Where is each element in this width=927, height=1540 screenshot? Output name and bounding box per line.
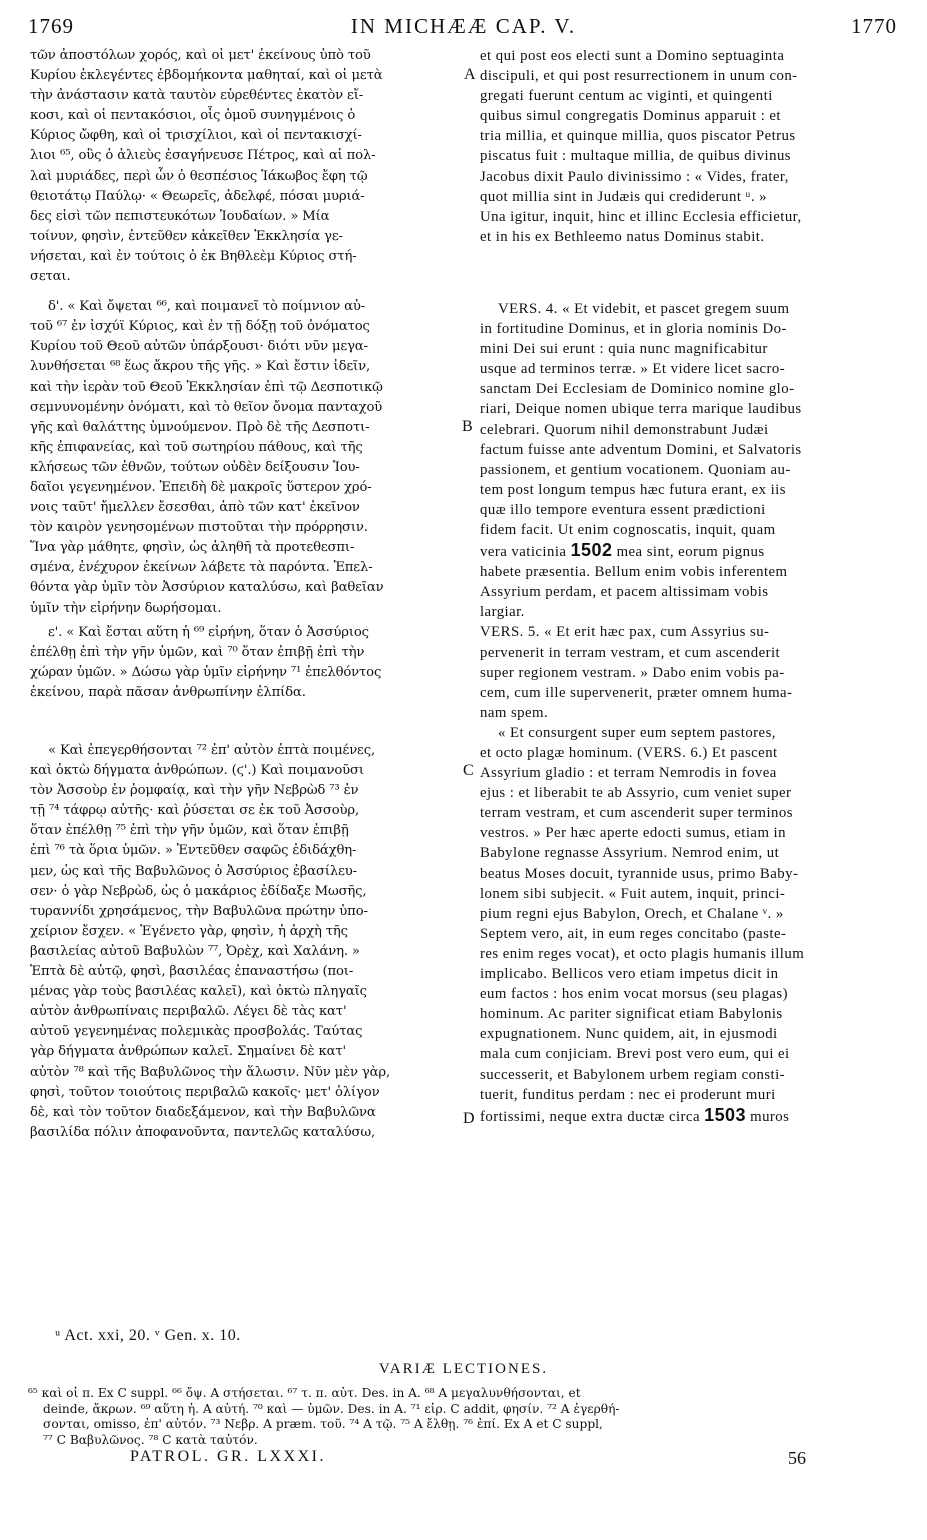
text-line: gregati fuerunt centum ac viginti, et quingenti: [480, 88, 773, 105]
text-line: tria millia, et quinque millia, quos piscator Petrus: [480, 128, 796, 145]
text-line: largiar.: [480, 604, 525, 621]
text-line: κῆς ἐπιφανείας, καὶ τοῦ σωτηρίου πάθους, καὶ τῆς: [30, 439, 363, 455]
text-line: τοῦ ⁶⁷ ἐν ἰσχύϊ Κύριος, καὶ ἐν τῇ δόξῃ τοῦ ὀνόματος: [30, 319, 370, 335]
greek-column: [30, 46, 458, 1143]
greek-paragraph-3: [30, 623, 458, 703]
text-line: Κυρίου τοῦ Θεοῦ αὐτῶν ὑπάρξουσι· διότι νῦν μεγα-: [30, 339, 368, 355]
text-line: κλήσεως τῶν ἐθνῶν, τούτων οὐδὲν δείξουσιν Ἰου-: [30, 459, 360, 475]
text-line: ejus : et liberabit te ab Assyrio, cum veniet super: [480, 785, 792, 802]
text-line: pium regni ejus Babylon, Orech, et Chalane ᵛ. »: [480, 905, 784, 922]
text-line: pervenerit in terram vestram, et cum ascenderit: [480, 644, 781, 661]
margin-letter-d: D: [463, 1110, 475, 1127]
text-line: sanctam Dei Ecclesiam de Dominico nomine glo-: [480, 381, 795, 398]
text-line: tuerit, funditus perdam : nec ei proderunt muri: [480, 1086, 776, 1103]
text-line: factum fuisse ante adventum Domini, et Salvatoris: [480, 441, 802, 458]
text-line: implicabo. Bellicos vero etiam impetus dicit in: [480, 966, 779, 983]
text-line: σεν· ὁ γὰρ Νεβρὼδ, ὡς ὁ μακάριος ἐδίδαξε Μωσῆς,: [30, 883, 367, 899]
text-line: quæ illo tempore eventura essent prædictioni: [480, 501, 766, 518]
text-line: usque ad terminos terræ. » Et videre licet sacro-: [480, 361, 786, 378]
text-line: ὅταν ἐπέλθῃ ⁷⁵ ἐπὶ τὴν γῆν ὑμῶν, καὶ ὅταν ἐπιβῇ: [30, 823, 349, 839]
text-line: χείριον ἔσχεν. « Ἐγένετο γὰρ, φησὶν, ἡ ἀρχὴ τῆς: [30, 923, 348, 939]
text-line: « Et consurgent super eum septem pastores,: [498, 724, 776, 741]
latin-line-last: fortissimi, neque extra ductæ circa 1503 muros: [480, 1104, 790, 1125]
text-line: λαὶ μυριάδες, περὶ ὧν ὁ θεσπέσιος Ἰάκωβος ἔφη τῷ: [30, 168, 368, 184]
text-line: celebrari. Quorum nihil demonstrabunt Judæi: [480, 421, 769, 438]
text-line: σεται.: [30, 269, 71, 285]
latin-line-vaticinia: vera vaticinia 1502 mea sint, eorum pignus: [480, 540, 765, 561]
text-line: Septem vero, ait, in eum reges concitabo (paste-: [480, 925, 787, 942]
text-line: τὸν καιρὸν γενησομένων πιστοῦται τὴν πρόρρησιν.: [30, 520, 368, 536]
text-line: VERS. 5. « Et erit hæc pax, cum Assyrius su-: [480, 624, 770, 641]
text-line: Κυρίου ἐκλεγέντες ἑβδομήκοντα μαθηταί, καὶ οἱ μετὰ: [30, 68, 383, 84]
text-line: cem, cum ille supervenerit, præter omnem huma-: [480, 684, 793, 701]
text-line: Ἑπτὰ δὲ αὐτῷ, φησὶ, βασιλέας ἐπαναστήσω (ποι-: [30, 964, 354, 980]
text-line: eum factos : hos enim vocat morsus (seu plagas): [480, 986, 788, 1003]
margin-letter-b: B: [462, 418, 473, 435]
text-line: τοίνυν, φησὶν, ἐντεῦθεν κἀκεῖθεν Ἐκκλησία γε-: [30, 228, 343, 244]
margin-letter-c: C: [463, 762, 474, 779]
text-line: μένας γὰρ τοὺς βασιλέας καλεῖ), καὶ ὀκτὼ πληγαῖς: [30, 984, 367, 1000]
text-line: vestros. » Per hæc aperte edocti sumus, etiam in: [480, 825, 786, 842]
text-line: mala cum conjiciam. Brevi post vero eum, qui ei: [480, 1046, 790, 1063]
running-title: IN MICHÆÆ CAP. V.: [350, 14, 577, 38]
text-line: ἐπὶ ⁷⁶ τὰ ὅρια ὑμῶν. » Ἐντεῦθεν σαφῶς ἐδιδάχθη-: [30, 843, 357, 859]
latin-column: [480, 46, 898, 1127]
text-line: θειοτάτῳ Παύλῳ· « Θεωρεῖς, ἀδελφέ, πόσαι μυριά-: [30, 188, 365, 204]
latin-paragraph-4: [480, 723, 898, 1105]
variae-lectiones-title: VARIÆ LECTIONES.: [378, 1361, 549, 1377]
text-line: ε'. « Καὶ ἔσται αὕτη ἡ ⁶⁹ εἰρήνη, ὅταν ὁ Ἀσσύριος: [48, 624, 369, 640]
page-column-number-left: 1769: [28, 14, 74, 38]
text-line: ⁷⁷ C Βαβυλῶνος. ⁷⁸ C κατὰ ταὐτόν.: [43, 1432, 258, 1447]
text-line: δὲ, καὶ τὸν τοῦτον διαδεξάμενον, καὶ τὴν Βαβυλῶνα: [30, 1104, 376, 1120]
text-line: habete præsentia. Bellum enim vobis inferentem: [480, 564, 788, 581]
text-line: ἐπέλθῃ ἐπὶ τὴν γῆν ὑμῶν, καὶ ⁷⁰ ὅταν ἐπιβῇ ἐπὶ τὴν: [30, 644, 365, 660]
text-line: σονται, omisso, ἐπ' αὐτόν. ⁷³ Νεβρ. A præm. τοῦ. ⁷⁴ A τῷ. ⁷⁵ A ἔλθῃ. ⁷⁶ ἐπί. Ex A et C suppl,: [43, 1417, 603, 1431]
text-line: καὶ τὴν ἱερὰν τοῦ Θεοῦ Ἐκκλησίαν ἐπὶ τῷ Δεσποτικῷ: [30, 379, 383, 395]
text-line: tem post longum tempus hæc futura erant, ex iis: [480, 481, 786, 498]
text-line: fidem facit. Ut enim cognoscatis, inquit, quam: [480, 521, 776, 538]
text-line: ἐκείνου, παρὰ πᾶσαν ἀνθρωπίνην ἐλπίδα.: [30, 684, 306, 700]
text-line: « Καὶ ἐπεγερθήσονται ⁷² ἐπ' αὐτὸν ἑπτὰ ποιμένες,: [48, 743, 376, 758]
variae-lectiones: [28, 1386, 898, 1448]
text-line: nam spem.: [480, 704, 549, 721]
text-line: Assyrium gladio : et terram Nemrodis in fovea: [480, 765, 777, 782]
text-line: νήσεται, καὶ ἐν τούτοις ὁ ἐκ Βηθλεὲμ Κύριος στή-: [30, 248, 357, 264]
text-line: βασιλίδα πόλιν ἀποφανοῦντα, παντελῶς καταλύσω,: [30, 1124, 376, 1140]
text-line: βασιλείας αὐτοῦ Βαβυλὼν ⁷⁷, Ὀρὲχ, καὶ Χαλάνη. »: [30, 943, 360, 959]
text-line: αὐτοῦ γεγενημένας πολεμικὰς προσβολάς. Ταύτας: [30, 1024, 363, 1040]
text-line: τὸν Ἀσσοὺρ ἐν ῥομφαίᾳ, καὶ τὴν γῆν Νεβρὼδ ⁷³ ἐν: [30, 783, 359, 799]
text-line: ⁶⁵ καὶ οἱ π. Ex C suppl. ⁶⁶ ὄψ. A στήσεται. ⁶⁷ τ. π. αὐτ. Des. in A. ⁶⁸ A μεγαλυνθήσονται, et: [28, 1386, 581, 1400]
text-line: quot millia sint in Judæis qui crediderunt ᵘ. »: [480, 188, 767, 205]
column-number-1502: 1502: [570, 540, 613, 561]
text-line: λυνθήσεται ⁶⁸ ἕως ἄκρου τῆς γῆς. » Καὶ ἔστιν ἰδεῖν,: [30, 359, 370, 375]
text-line: νοις ταῦτ' ἤμελλεν ἔσεσθαι, ἀπὸ τῶν κατ' ἐκεῖνον: [30, 500, 360, 516]
text-line: Jacobus dixit Paulo divinissimo : « Vides, frater,: [480, 168, 789, 185]
margin-letter-a: A: [464, 66, 476, 83]
latin-paragraph-1: [480, 46, 898, 247]
text-line: successerit, et Babylonem urbem regiam consti-: [480, 1066, 786, 1083]
text-line: γὰρ δήγματα ἀνθρώπων καλεῖ. Σημαίνει δὲ κατ': [30, 1044, 346, 1060]
text-line: θόντα γὰρ ὑμῖν τὸν Ἀσσύριον καταλύσω, καὶ βαθεῖαν: [30, 580, 384, 596]
greek-paragraph-4: [30, 741, 458, 1143]
text-line: res enim reges vocat), et octo plagis humanis illum: [480, 945, 805, 962]
footer-signature: 56: [788, 1448, 806, 1468]
text-line: super regionem vestram. » Dabo enim vobis pa-: [480, 664, 785, 681]
text-line: δες εἰσὶ τῶν πεπιστευκότων Ἰουδαίων. » Μία: [30, 208, 330, 224]
text-line: beatus Moses docuit, tyrannide usus, primo Baby-: [480, 865, 799, 882]
scripture-references: ᵘ Act. xxi, 20. ᵛ Gen. x. 10.: [55, 1327, 241, 1344]
text-line: hominum. Ac pariter significat etiam Babylonis: [480, 1006, 783, 1023]
text-line: Una igitur, inquit, hinc et illinc Ecclesia efficietur,: [480, 208, 802, 225]
text-line: et in his ex Bethleemo natus Dominus stabit.: [480, 228, 765, 245]
page-column-number-right: 1770: [851, 14, 897, 38]
text-line: riari, Deique nomen ubique terra marique laudibus: [480, 401, 802, 418]
text-line: αὐτὸν ἀνθρωπίναις περιβαλῶ. Λέγει δὲ τὰς κατ': [30, 1004, 347, 1020]
text-line: αὐτὸν ⁷⁸ καὶ τῆς Βαβυλῶνος τὴν ἅλωσιν. Νῦν μὲν γὰρ,: [30, 1064, 390, 1080]
text-line: et octo plagæ hominum. (VERS. 6.) Et pascent: [480, 745, 778, 761]
text-line: χώραν ὑμῶν. » Δώσω γὰρ ὑμῖν εἰρήνην ⁷¹ ἐπελθόντος: [30, 664, 382, 680]
text-line: mini Dei sui erunt : quia nunc magnificabitur: [480, 341, 768, 358]
greek-paragraph-1: [30, 46, 458, 287]
greek-paragraph-2: [30, 297, 458, 619]
text-line: passionem, et gentium vocationem. Quoniam au-: [480, 461, 791, 478]
text-line: Κύριος ὤφθη, καὶ οἱ τρισχίλιοι, καὶ οἱ πεντακισχί-: [30, 128, 362, 144]
latin-paragraph-3: [480, 622, 898, 722]
text-line: piscatus fuit : multaque millia, de quibus divinus: [480, 148, 792, 165]
text-line: VERS. 4. « Et videbit, et pascet gregem suum: [498, 300, 790, 317]
text-line: τυραννίδι χρησάμενος, τὴν Βαβυλῶνα πρώτην ὑπο-: [30, 903, 368, 919]
text-line: μεν, ὡς καὶ τῆς Βαβυλῶνος ὁ Ἀσσύριος ἐβασίλευ-: [30, 863, 357, 879]
text-line: Babylone regnasse Assyrium. Nemrod enim, ut: [480, 845, 780, 862]
text-line: discipuli, et qui post resurrectionem in unum con-: [480, 68, 798, 85]
text-line: τὴν ἀνάστασιν κατὰ ταυτὸν εὑρεθέντες ἑκατὸν εἴ-: [30, 88, 364, 104]
text-line: τῶν ἀποστόλων χορός, καὶ οἱ μετ' ἐκείνους ὑπὸ τοῦ: [30, 48, 371, 63]
latin-paragraph-2b: [480, 562, 898, 622]
text-line: κοσι, καὶ οἱ πεντακόσιοι, οἷς ὁμοῦ συνηγμένοις ὁ: [30, 108, 356, 124]
text-line: expugnationem. Nunc quidem, ait, in ejusmodi: [480, 1026, 778, 1043]
text-line: lonem sibi subjecit. « Fuit autem, inquit, princi-: [480, 885, 786, 902]
latin-paragraph-2: [480, 299, 898, 540]
text-line: λιοι ⁶⁵, οὓς ὁ ἁλιεὺς ἐσαγήνευσε Πέτρος, καὶ αἱ πολ-: [30, 148, 376, 164]
text-line: καὶ ὀκτὼ δήγματα ἀνθρώπων. (ϛ'.) Καὶ ποιμανοῦσι: [30, 763, 364, 779]
text-line: γῆς καὶ θαλάττης ὑμνούμενον. Πρὸ δὲ τῆς Δεσποτι-: [30, 419, 370, 435]
text-line: deinde, ἄκρων. ⁶⁹ αὕτη ἡ. A αὐτή. ⁷⁰ καὶ — ὑμῶν. Des. in A. ⁷¹ εἰρ. C addit, φησίν. ⁷² A ἐγερθή-: [43, 1401, 620, 1416]
text-line: τῇ ⁷⁴ τάφρῳ αὐτῆς· καὶ ῥύσεται σε ἐκ τοῦ Ἀσσοὺρ,: [30, 803, 360, 819]
text-line: quibus simul congregatis Dominus apparuit : et: [480, 108, 781, 125]
text-line: Ἵνα γὰρ μάθητε, φησὶν, ὡς ἀληθῆ τὰ προτεθεσπι-: [30, 540, 355, 556]
text-line: σμένα, ἐνέχυρον ἐκείνων λάβετε τὰ παρόντα. Ἐπελ-: [30, 560, 373, 576]
text-line: φησὶ, τοῦτον τοιούτοις περιβαλῶ κακοῖς· μετ' ὀλίγον: [30, 1084, 380, 1100]
text-line: σεμνυνομένην ὀνόματι, καὶ τὸ θεῖον ὄνομα πανταχοῦ: [30, 399, 383, 415]
column-number-1503: 1503: [704, 1104, 746, 1125]
text-line: ὑμῖν τὴν εἰρήνην δωρήσομαι.: [30, 600, 222, 616]
text-line: δαῖοι γεγενημένον. Ἐπειδὴ δὲ μακροῖς ὕστερον χρό-: [30, 479, 372, 495]
footer-series: PATROL. GR. LXXXI.: [130, 1448, 326, 1465]
text-line: Assyrium perdam, et pacem altissimam vobis: [480, 584, 769, 601]
text-line: δ'. « Καὶ ὄψεται ⁶⁶, καὶ ποιμανεῖ τὸ ποίμνιον αὐ-: [48, 299, 366, 315]
text-line: et qui post eos electi sunt a Domino septuaginta: [480, 48, 785, 64]
text-line: terram vestram, et cum ascenderit super terminos: [480, 805, 793, 822]
text-line: in fortitudine Dominus, et in gloria nominis Do-: [480, 321, 787, 338]
